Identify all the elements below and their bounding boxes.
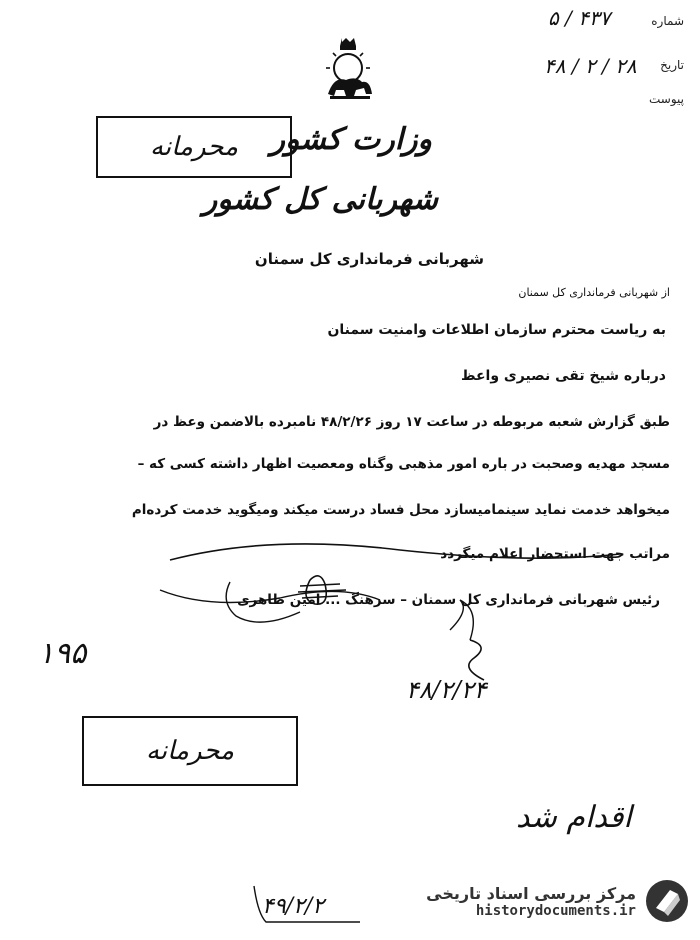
date-value: ۴۸ / ۲ / ۲۸	[544, 54, 637, 78]
confidential-stamp-bottom: محرمانه	[82, 716, 298, 786]
number-value: ۵ / ۴۳۷	[548, 6, 611, 30]
watermark-title: مرکز بررسی اسناد تاریخی	[426, 883, 636, 903]
action-note: اقدام شد	[516, 800, 632, 835]
archive-logo-icon	[644, 878, 690, 924]
initial-mark	[430, 636, 510, 686]
ministry-title: وزارت کشور	[270, 122, 432, 157]
department-title: شهربانی کل کشور	[202, 182, 438, 217]
office-heading: شهربانی فرمانداری کل سمنان	[254, 250, 484, 268]
handwritten-signature-scribble	[150, 540, 640, 650]
signature-line: رئیس شهربانی فرمانداری کل سمنان – سرهنگ ... امین طاهری	[237, 592, 660, 608]
lion-and-sun-emblem-icon	[316, 36, 380, 102]
subject-line: درباره شیخ تقی نصیری واعظ	[460, 368, 666, 384]
watermark-text	[426, 884, 636, 919]
number-label: شماره	[651, 14, 684, 28]
body-line-2: مسجد مهدیه وصحبت در باره امور مذهبی وگناه ومعصیت اظهار داشته کسی که –	[137, 456, 670, 472]
watermark-url: historydocuments.ir	[475, 902, 636, 919]
from-line: از شهربانی فرمانداری کل سمنان	[518, 286, 670, 299]
attachment-label: پیوست	[649, 92, 684, 106]
body-line-1: طبق گزارش شعبه مربوطه در ساعت ۱۷ روز ۴۸/۲/۲۶ نامبرده بالاضمن وعظ در	[153, 414, 670, 430]
body-line-4: مراتب جهت استحضار اعلام میگردد	[440, 546, 670, 562]
signature-date: ۴۸/۲/۲۴	[406, 676, 487, 704]
date-label: تاریخ	[660, 58, 684, 72]
watermark	[426, 878, 690, 924]
left-margin-number: ۱۹۵	[38, 636, 87, 671]
confidential-stamp-top: محرمانه	[96, 116, 292, 178]
to-line: به ریاست محترم سازمان اطلاعات وامنیت سمنان	[327, 322, 666, 338]
bottom-note: ۴۹/۲/۲	[262, 894, 325, 919]
body-line-3: میخواهد خدمت نماید سینمامیسازد محل فساد درست میکند ومیگوید خدمت کرده‌ام	[131, 502, 670, 518]
bottom-note-stroke	[250, 878, 370, 928]
